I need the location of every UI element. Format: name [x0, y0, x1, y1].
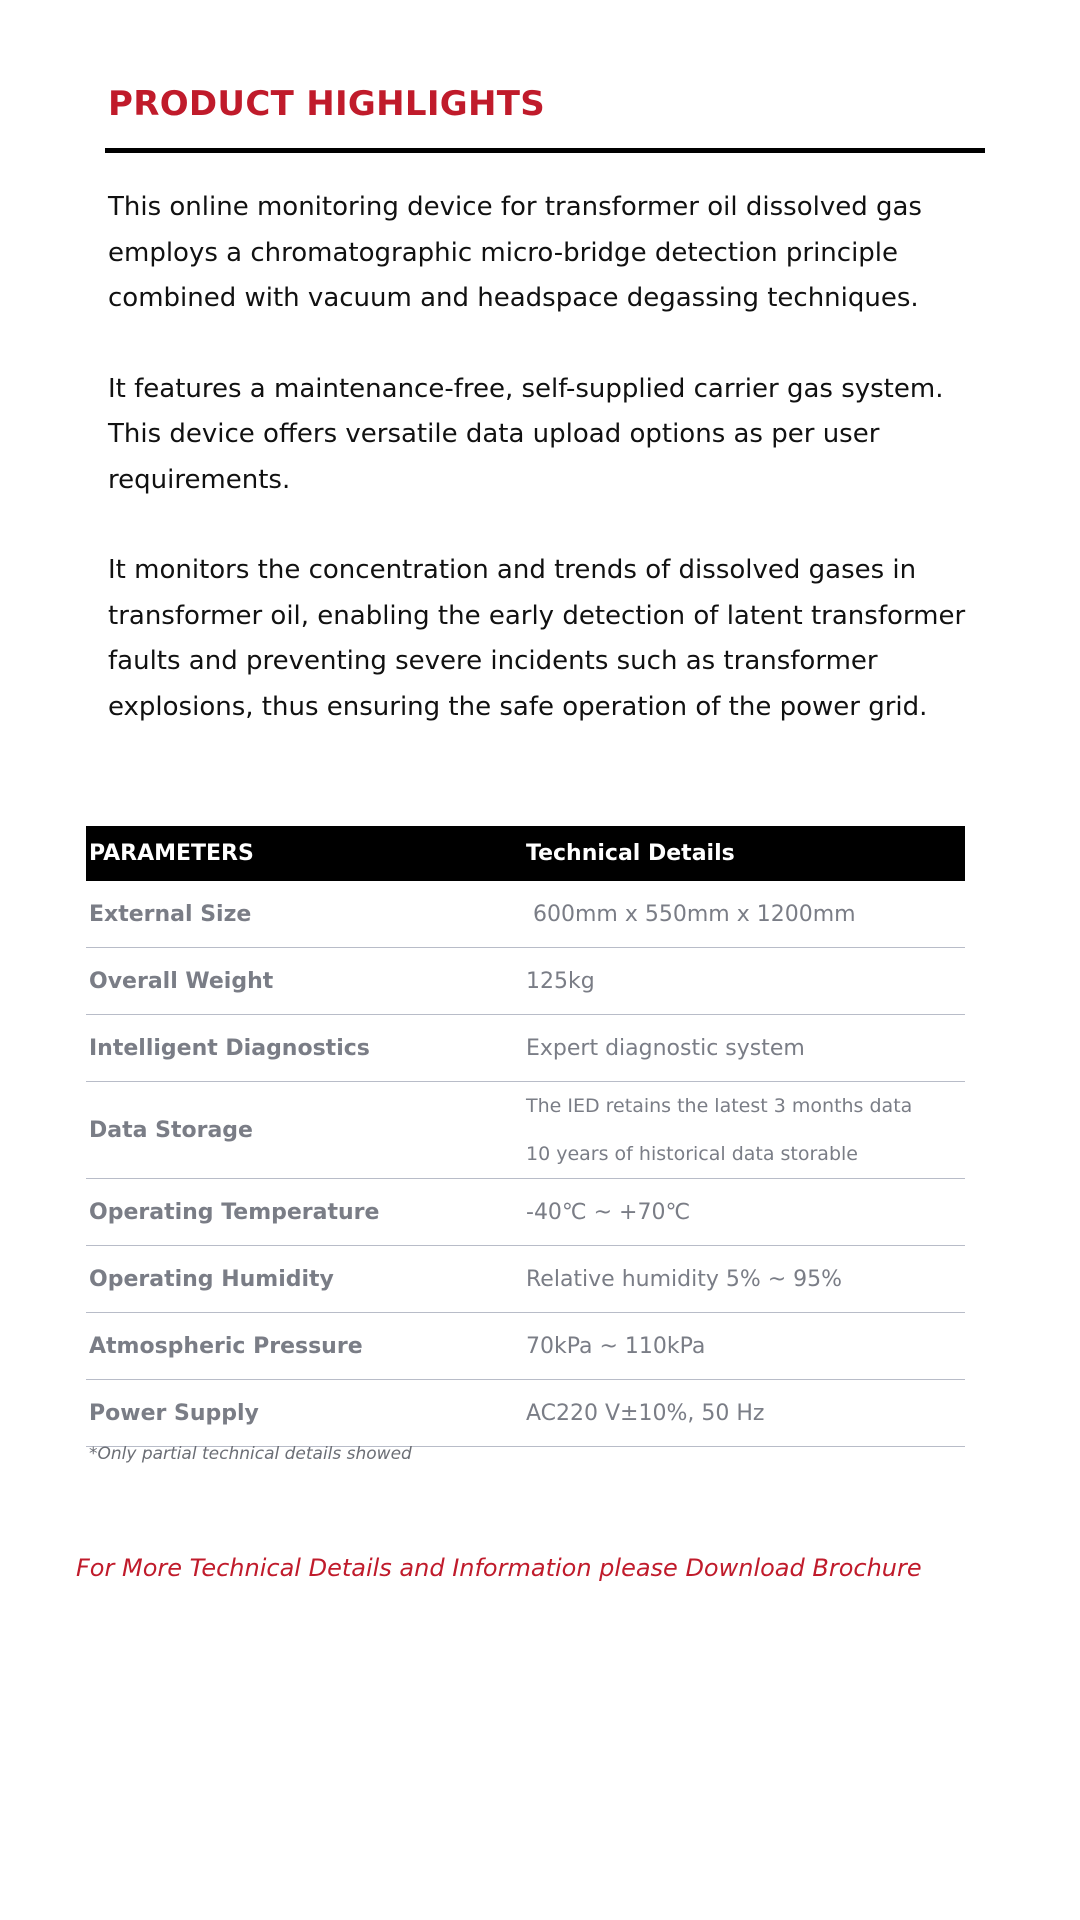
specs-table: [86, 826, 965, 1447]
table-row: [86, 1015, 965, 1082]
highlight-paragraph: It monitors the concentration and trends of dissolved gases in transformer oil, enabling the early detection of latent transformer faults and preventing severe incidents such as transformer explosions, thus ensuring the safe operation of the power grid.: [108, 555, 966, 722]
param-value: 125kg: [523, 948, 965, 1015]
table-row: [86, 1082, 965, 1179]
table-row: [86, 1179, 965, 1246]
param-name: Atmospheric Pressure: [86, 1313, 523, 1380]
param-name: Overall Weight: [86, 948, 523, 1015]
param-value: Expert diagnostic system: [523, 1015, 965, 1082]
download-brochure-link[interactable]: For More Technical Details and Information please Download Brochure: [76, 1554, 922, 1582]
table-row: [86, 1246, 965, 1313]
specs-footnote: *Only partial technical details showed: [89, 1444, 412, 1464]
param-name: Intelligent Diagnostics: [86, 1015, 523, 1082]
param-name: Operating Humidity: [86, 1246, 523, 1313]
param-value: Relative humidity 5% ~ 95%: [523, 1246, 965, 1313]
param-value-line: The IED retains the latest 3 months data: [526, 1095, 913, 1117]
param-name: Power Supply: [86, 1380, 523, 1447]
table-row: [86, 881, 965, 948]
table-row: [86, 948, 965, 1015]
title-divider: [105, 148, 985, 153]
header-parameters: PARAMETERS: [86, 826, 523, 881]
section-title: PRODUCT HIGHLIGHTS: [108, 84, 546, 124]
param-value: AC220 V±10%, 50 Hz: [523, 1380, 965, 1447]
param-name: Data Storage: [86, 1082, 523, 1179]
specs-header-row: [86, 826, 965, 881]
highlights-body: [108, 185, 988, 775]
table-row: [86, 1380, 965, 1447]
param-value: 600mm x 550mm x 1200mm: [523, 881, 965, 948]
param-name: External Size: [86, 881, 523, 948]
param-value: -40℃ ~ +70℃: [523, 1179, 965, 1246]
param-name: Operating Temperature: [86, 1179, 523, 1246]
param-value: 70kPa ~ 110kPa: [523, 1313, 965, 1380]
param-value: [523, 1082, 965, 1179]
highlight-paragraph: This online monitoring device for transformer oil dissolved gas employs a chromatographic micro-bridge detection principle combined with vacuum and headspace degassing techniques.: [108, 192, 922, 313]
param-value-line: 10 years of historical data storable: [526, 1143, 858, 1165]
table-row: [86, 1313, 965, 1380]
header-technical-details: Technical Details: [523, 826, 965, 881]
highlight-paragraph: It features a maintenance-free, self-supplied carrier gas system. This device offers versatile data upload options as per user requirements.: [108, 373, 944, 495]
